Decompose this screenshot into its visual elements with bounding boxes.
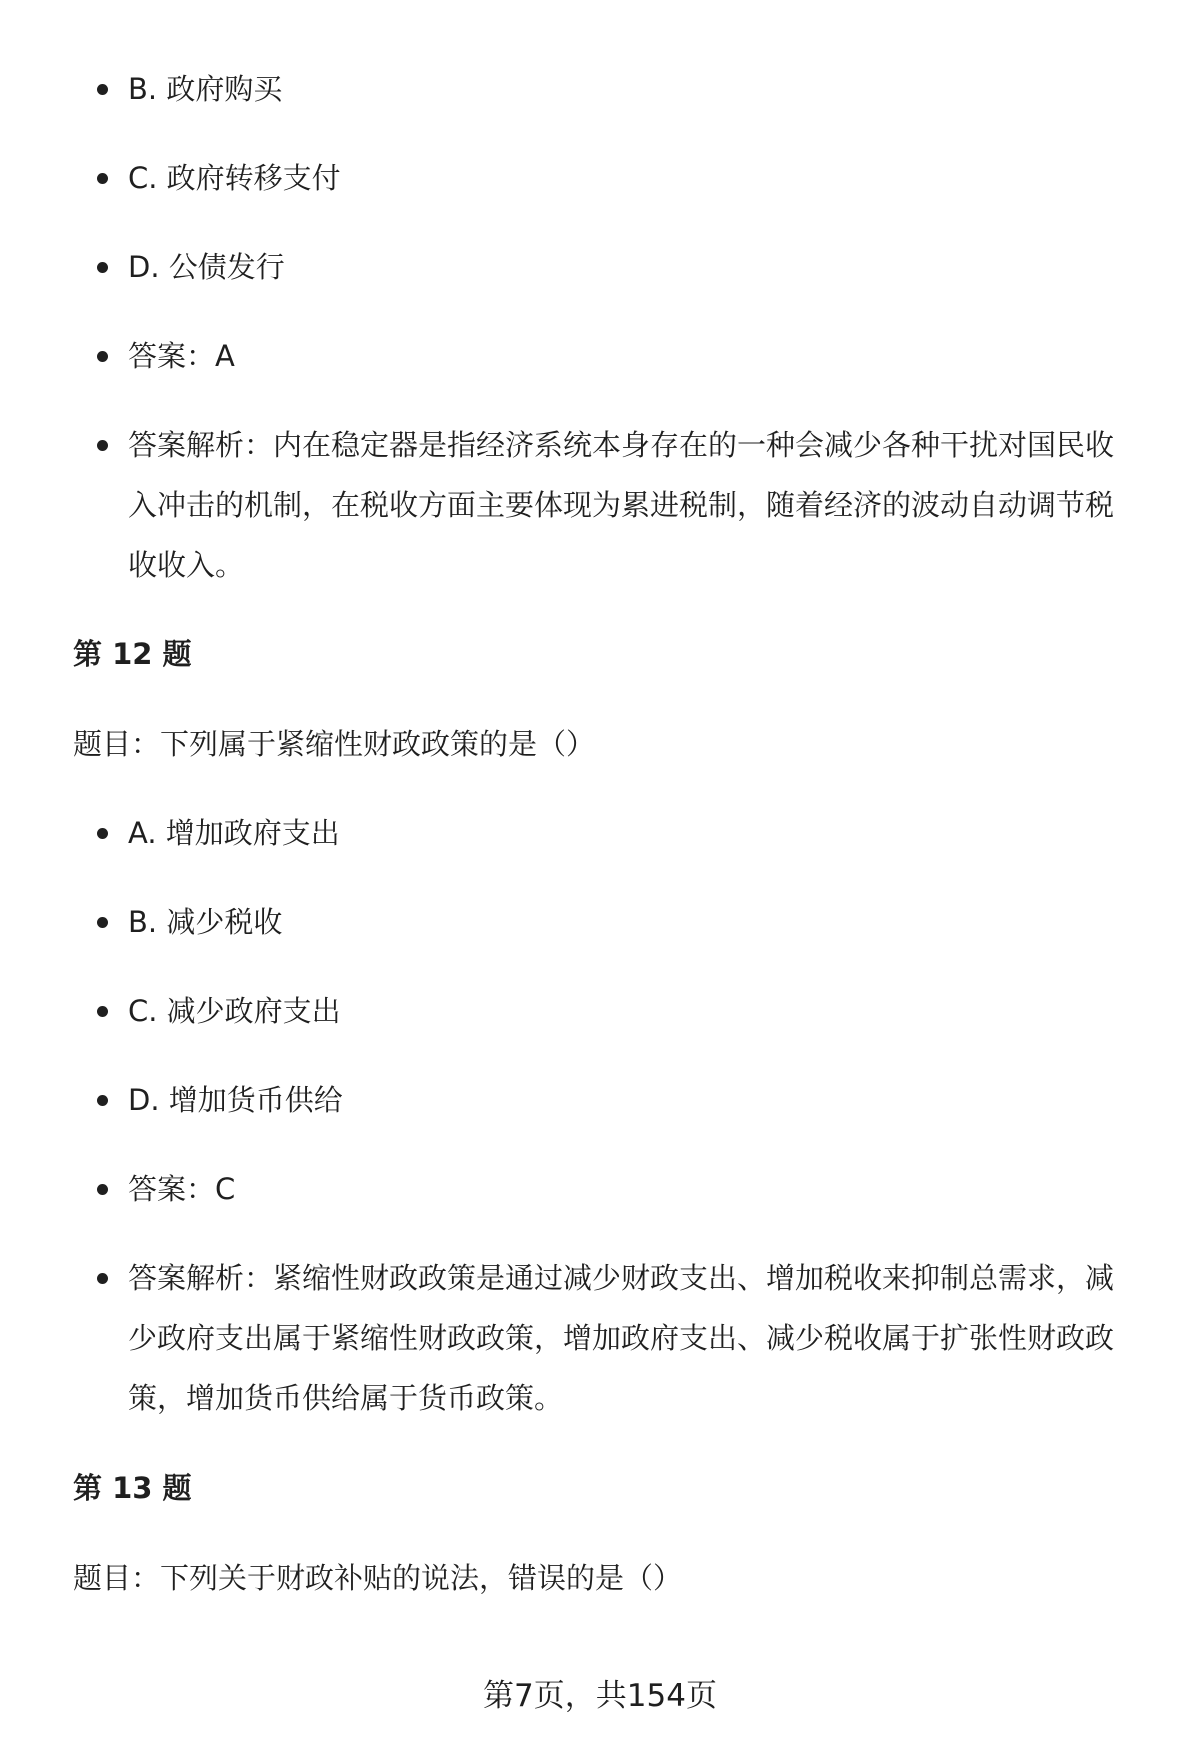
q12-heading: 第 12 题	[73, 637, 192, 671]
q11-option-c: C. 政府转移支付	[0, 148, 1200, 208]
q13-question: 题目：下列关于财政补贴的说法，错误的是（）	[73, 1561, 683, 1595]
q11-options-list	[0, 59, 1200, 595]
q11-explanation: 答案解析：内在稳定器是指经济系统本身存在的一种会减少各种干扰对国民收入冲击的机制，在税收方面主要体现为累进税制，随着经济的波动自动调节税收收入。	[0, 415, 1200, 595]
q12-option-d: D. 增加货币供给	[0, 1070, 1200, 1130]
q12-question: 题目：下列属于紧缩性财政政策的是（）	[73, 727, 596, 761]
q11-answer: 答案：A	[0, 326, 1200, 386]
q11-option-b: B. 政府购买	[0, 59, 1200, 119]
q12-options-list	[0, 803, 1200, 1428]
q12-option-b: B. 减少税收	[0, 892, 1200, 952]
q12-explanation: 答案解析：紧缩性财政政策是通过减少财政支出、增加税收来抑制总需求，减少政府支出属于紧缩性财政政策，增加政府支出、减少税收属于扩张性财政政策，增加货币供给属于货币政策。	[0, 1248, 1200, 1428]
q12-option-a: A. 增加政府支出	[0, 803, 1200, 863]
q13-heading: 第 13 题	[73, 1471, 192, 1505]
q12-option-c: C. 减少政府支出	[0, 981, 1200, 1041]
page-footer: 第7页，共154页	[483, 1678, 717, 1714]
q11-option-d: D. 公债发行	[0, 237, 1200, 297]
q12-answer: 答案：C	[0, 1159, 1200, 1219]
